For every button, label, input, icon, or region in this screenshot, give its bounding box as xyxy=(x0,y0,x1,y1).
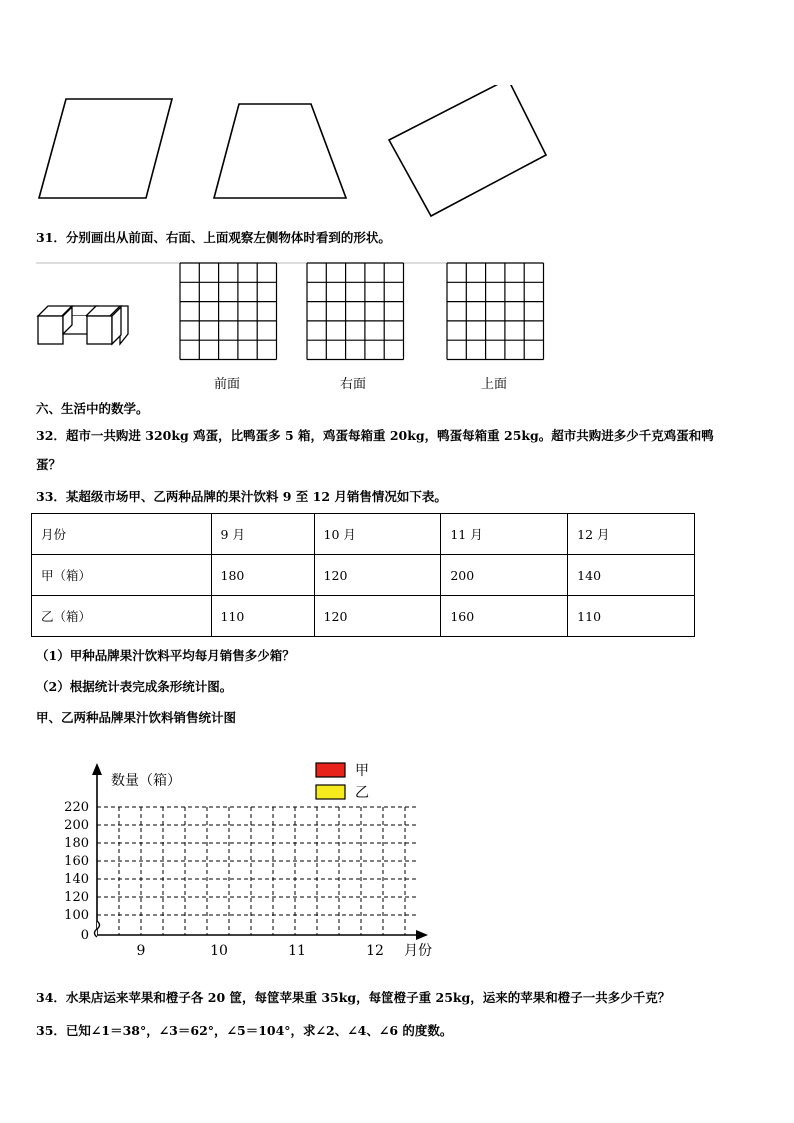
table-cell: 11 月 xyxy=(441,514,568,555)
y-tick-label: 140 xyxy=(64,872,89,887)
q31-figure xyxy=(0,255,794,365)
q33-sub1: （1）甲种品牌果汁饮料平均每月销售多少箱？ xyxy=(36,648,295,663)
table-cell: 12 月 xyxy=(568,514,695,555)
parallelogram-shape xyxy=(39,99,172,198)
table-cell: 120 xyxy=(314,596,441,637)
y-tick-label: 200 xyxy=(64,818,89,833)
table-header-row xyxy=(32,514,695,555)
table-cell: 160 xyxy=(441,596,568,637)
legend-swatch xyxy=(316,763,345,777)
rectangle-rotated-shape xyxy=(389,85,546,216)
q32-line2: 蛋？ xyxy=(36,457,62,472)
q31-text: 31．分别画出从前面、右面、上面观察左侧物体时看到的形状。 xyxy=(36,230,391,245)
sales-table xyxy=(31,513,695,637)
table-row xyxy=(32,555,695,596)
grid-top xyxy=(447,263,544,360)
x-tick-label: 11 xyxy=(288,943,306,959)
grid-right xyxy=(307,263,404,360)
table-cell: 甲（箱） xyxy=(32,555,212,596)
label-right: 右面 xyxy=(340,377,367,392)
table-cell: 200 xyxy=(441,555,568,596)
table-cell: 10 月 xyxy=(314,514,441,555)
x-tick-label: 9 xyxy=(136,943,146,959)
section6-heading: 六、生活中的数学。 xyxy=(36,401,149,416)
shapes-figure xyxy=(0,85,794,225)
table-cell: 月份 xyxy=(32,514,212,555)
y-axis-label: 数量（箱） xyxy=(111,773,181,789)
q33-sub2: （2）根据统计表完成条形统计图。 xyxy=(36,679,233,694)
y-tick-label: 100 xyxy=(64,908,89,923)
y-tick-label: 180 xyxy=(64,836,89,851)
legend-label: 乙 xyxy=(355,785,369,801)
bar-chart xyxy=(0,755,794,970)
y-tick-label: 0 xyxy=(80,928,89,943)
table-cell: 110 xyxy=(211,596,314,637)
legend-label: 甲 xyxy=(355,763,369,779)
x-axis-label: 月份 xyxy=(404,943,432,959)
cube-object xyxy=(38,306,128,344)
y-tick-label: 120 xyxy=(64,890,89,905)
table-cell: 110 xyxy=(568,596,695,637)
label-top: 上面 xyxy=(481,377,508,392)
trapezoid-shape xyxy=(214,104,346,198)
table-cell: 乙（箱） xyxy=(32,596,212,637)
q32-line1: 32．超市一共购进 320kg 鸡蛋，比鸭蛋多 5 箱，鸡蛋每箱重 20kg，鸭蛋每箱重 25kg。超市共购进多少千克鸡蛋和鸭 xyxy=(36,428,714,443)
q33-text: 33．某超级市场甲、乙两种品牌的果汁饮料 9 至 12 月销售情况如下表。 xyxy=(36,489,447,504)
x-axis-arrow xyxy=(416,930,428,940)
chart-title: 甲、乙两种品牌果汁饮料销售统计图 xyxy=(36,710,237,725)
table-row xyxy=(32,596,695,637)
y-axis-arrow xyxy=(92,763,102,775)
table-cell: 9 月 xyxy=(211,514,314,555)
y-tick-label: 220 xyxy=(64,800,89,815)
q34-text: 34．水果店运来苹果和橙子各 20 筐，每筐苹果重 35kg，每筐橙子重 25kg，运来的苹果和橙子一共多少千克？ xyxy=(36,990,671,1005)
table-cell: 120 xyxy=(314,555,441,596)
table-cell: 180 xyxy=(211,555,314,596)
y-tick-label: 160 xyxy=(64,854,89,869)
q35-text: 35．已知∠1＝38°，∠3＝62°，∠5＝104°，求∠2、∠4、∠6 的度数。 xyxy=(36,1023,453,1038)
x-tick-label: 12 xyxy=(366,943,384,959)
legend-swatch xyxy=(316,785,345,799)
grid-front xyxy=(180,263,277,360)
table-cell: 140 xyxy=(568,555,695,596)
x-tick-label: 10 xyxy=(210,943,228,959)
label-front: 前面 xyxy=(214,377,241,392)
